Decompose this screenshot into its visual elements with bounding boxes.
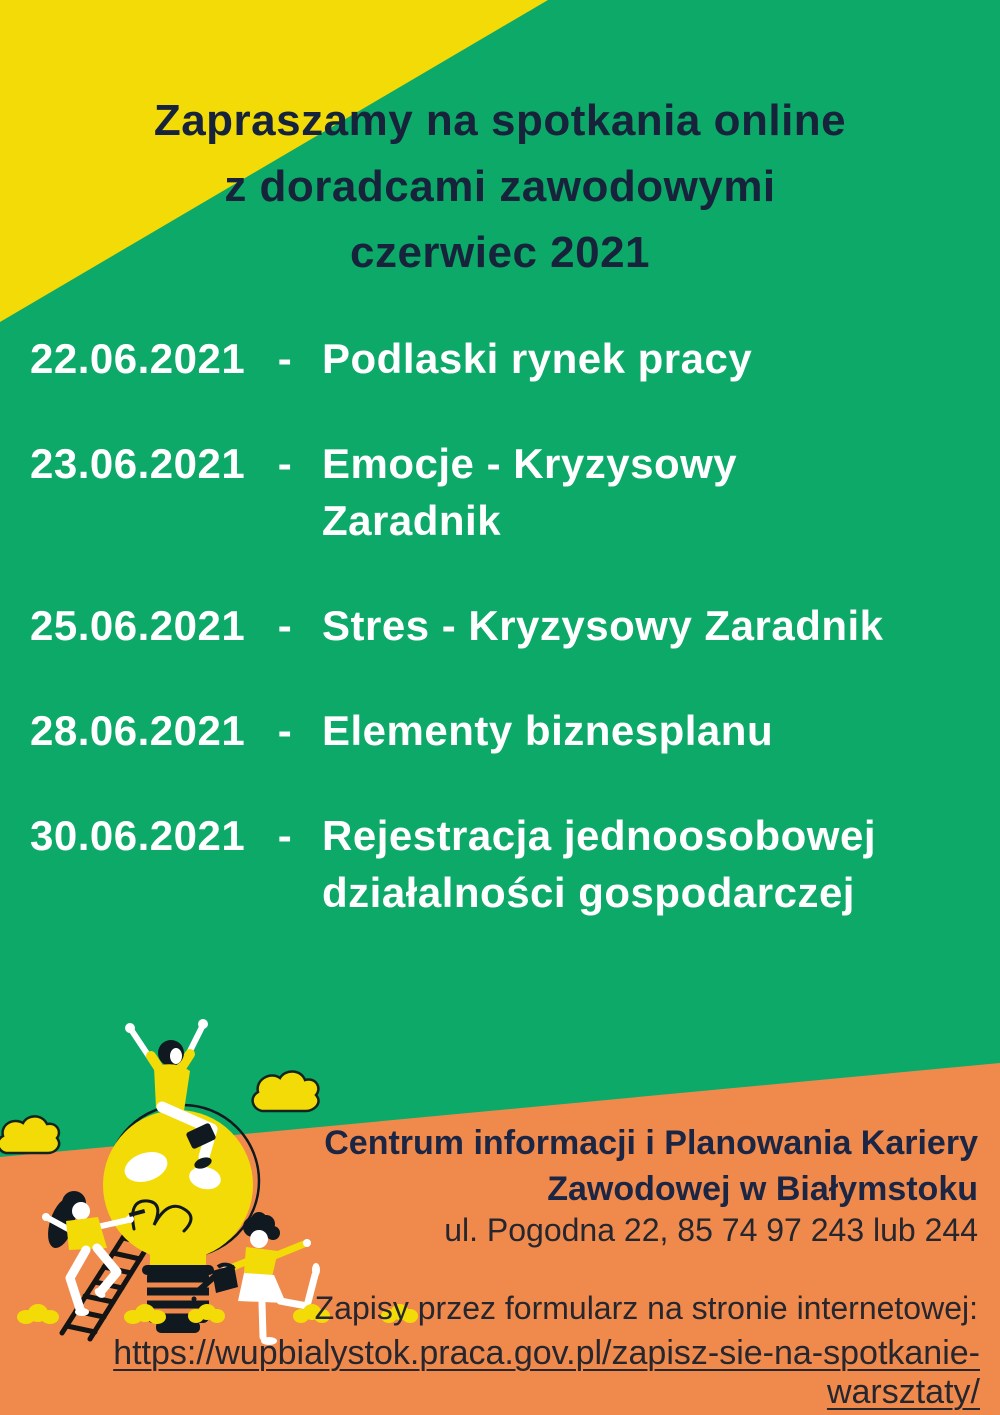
event-separator: - — [277, 440, 293, 487]
organization-name-line-1: Centrum informacji i Planowania Kariery — [324, 1124, 978, 1162]
event-separator: - — [277, 707, 293, 754]
title-line-3: czerwiec 2021 — [349, 228, 651, 277]
event-title — [322, 330, 974, 387]
poster-title — [0, 88, 1000, 286]
title-line-1: Zapraszamy na spotkania online — [153, 96, 847, 145]
event-date: 23.06.2021 — [30, 440, 246, 487]
woman-top — [66, 1217, 107, 1250]
event-title-line: Emocje - Kryzysowy — [322, 440, 738, 487]
event-title — [322, 435, 974, 549]
event-separator: - — [277, 602, 293, 649]
organization-info — [324, 1120, 978, 1212]
schedule-item — [30, 330, 974, 387]
schedule-item — [30, 702, 974, 759]
schedule-item — [30, 435, 974, 549]
event-separator: - — [277, 335, 293, 382]
event-separator: - — [277, 812, 293, 859]
event-date: 25.06.2021 — [30, 602, 246, 649]
event-title — [322, 597, 974, 654]
event-date: 22.06.2021 — [30, 335, 246, 382]
event-date: 30.06.2021 — [30, 812, 246, 859]
cloud-left-icon — [0, 1116, 59, 1153]
address-and-phone: ul. Pogodna 22, 85 74 97 243 lub 244 — [444, 1212, 978, 1248]
signup-instruction: Zapisy przez formularz na stronie internetowej: — [314, 1290, 978, 1326]
signup-url — [0, 1334, 980, 1412]
title-line-2: z doradcami zawodowymi — [224, 162, 776, 211]
event-title-line: Rejestracja jednoosobowej — [322, 812, 876, 859]
event-date: 28.06.2021 — [30, 707, 246, 754]
event-title-line: działalności gospodarczej — [322, 869, 855, 916]
event-title-line: Podlaski rynek pracy — [322, 335, 753, 382]
cloud-middle-icon — [253, 1071, 319, 1111]
schedule-item — [30, 807, 974, 921]
event-title — [322, 807, 974, 921]
event-title-line: Stres - Kryzysowy Zaradnik — [322, 602, 884, 649]
woman-top — [244, 1247, 278, 1277]
event-title-line: Elementy biznesplanu — [322, 707, 774, 754]
event-schedule-list — [30, 330, 974, 969]
event-title-line: Zaradnik — [322, 497, 502, 544]
event-title — [322, 702, 974, 759]
bush-icon — [17, 1304, 59, 1324]
organization-name-line-2: Zawodowej w Białymstoku — [547, 1170, 978, 1208]
schedule-item — [30, 597, 974, 654]
signup-url-link[interactable]: https://wupbialystok.praca.gov.pl/zapisz-sie-na-spotkanie-warsztaty/ — [113, 1334, 980, 1411]
